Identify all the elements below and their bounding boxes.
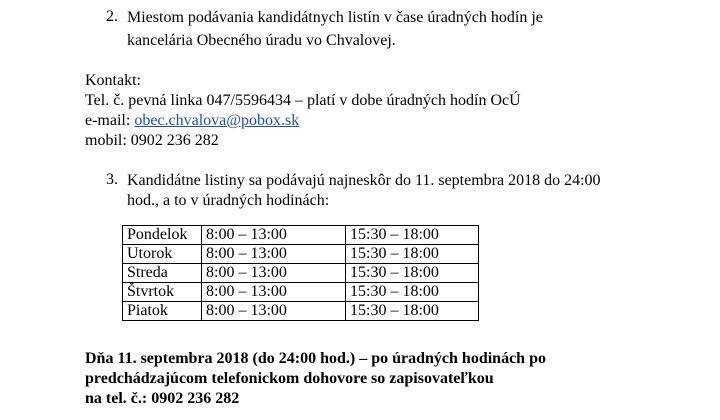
notice-line-3: na tel. č.: 0902 236 282	[85, 390, 240, 407]
afternoon-hours-cell: 15:30 – 18:00	[346, 245, 479, 264]
table-row	[123, 302, 479, 321]
morning-hours-cell: 8:00 – 13:00	[202, 302, 346, 321]
morning-hours-cell: 8:00 – 13:00	[202, 283, 346, 302]
afternoon-hours-cell: 15:30 – 18:00	[346, 283, 479, 302]
day-cell: Štvrtok	[123, 283, 202, 302]
table-row	[123, 264, 479, 283]
contact-email-label: e-mail:	[85, 112, 135, 129]
morning-hours-cell: 8:00 – 13:00	[202, 245, 346, 264]
table-row	[123, 283, 479, 302]
item-3-line-2: hod., a to v úradných hodinách:	[127, 192, 330, 209]
day-cell: Utorok	[123, 245, 202, 264]
afternoon-hours-cell: 15:30 – 18:00	[346, 264, 479, 283]
day-cell: Piatok	[123, 302, 202, 321]
day-cell: Pondelok	[123, 226, 202, 245]
contact-heading: Kontakt:	[85, 72, 141, 89]
item-2-line-1: Miestom podávania kandidátnych listín v čase úradných hodín je	[127, 9, 543, 26]
afternoon-hours-cell: 15:30 – 18:00	[346, 302, 479, 321]
day-cell: Streda	[123, 264, 202, 283]
office-hours-table	[122, 225, 479, 321]
morning-hours-cell: 8:00 – 13:00	[202, 226, 346, 245]
item-3-number: 3.	[106, 171, 118, 188]
notice-line-1: Dňa 11. septembra 2018 (do 24:00 hod.) – po úradných hodinách po	[85, 350, 546, 367]
contact-email-row	[85, 111, 299, 130]
contact-phone: Tel. č. pevná linka 047/5596434 – platí v dobe úradných hodín OcÚ	[85, 92, 521, 109]
notice-line-2: predchádzajúcom telefonickom dohovore so zapisovateľkou	[85, 370, 494, 387]
item-2-line-2: kancelária Obecného úradu vo Chvalovej.	[127, 32, 396, 49]
contact-mobile: mobil: 0902 236 282	[85, 132, 219, 149]
item-2-number: 2.	[106, 8, 118, 25]
item-3-line-1: Kandidátne listiny sa podávajú najneskôr do 11. septembra 2018 do 24:00	[127, 172, 601, 189]
table-row	[123, 245, 479, 264]
contact-email-link[interactable]: obec.chvalova@pobox.sk	[134, 112, 300, 129]
table-row	[123, 226, 479, 245]
afternoon-hours-cell: 15:30 – 18:00	[346, 226, 479, 245]
morning-hours-cell: 8:00 – 13:00	[202, 264, 346, 283]
